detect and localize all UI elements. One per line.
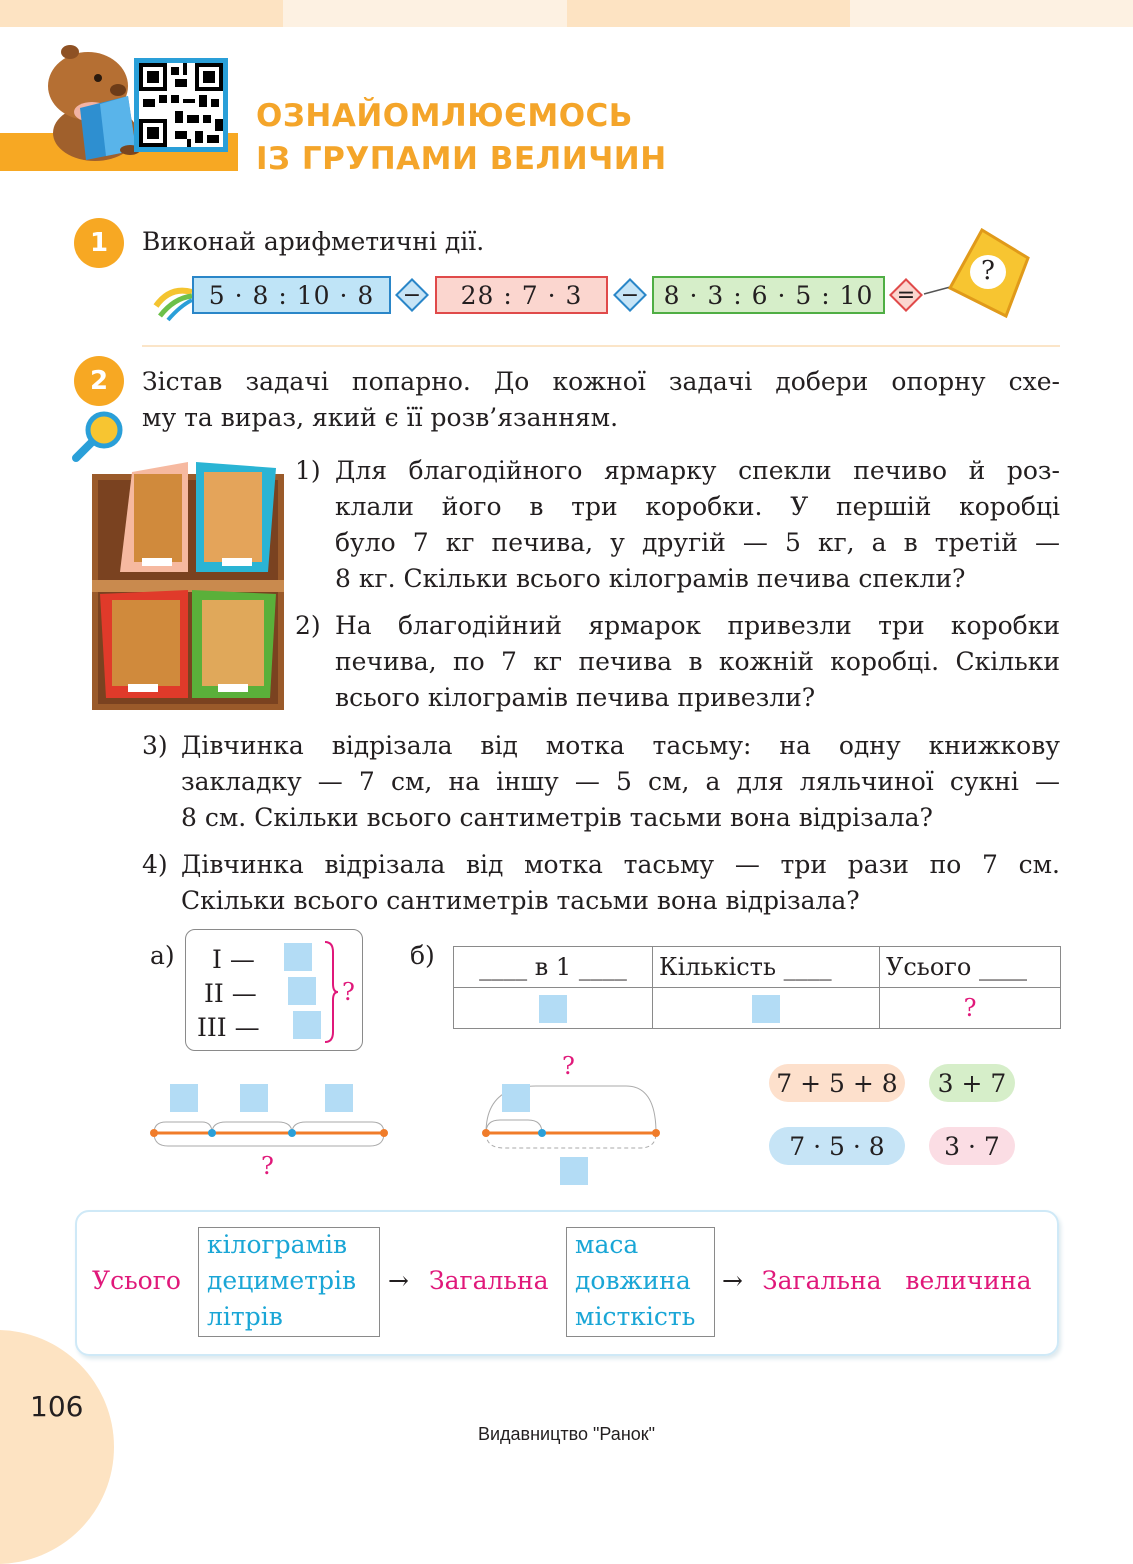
expression-pill-3[interactable]: 7 · 5 · 8 — [769, 1127, 905, 1165]
qr-code-icon — [139, 63, 223, 147]
rule-quantity-1: маса — [575, 1230, 639, 1259]
scheme-b-table — [453, 946, 1061, 1029]
rule-arrow-2: → — [722, 1266, 743, 1295]
page-corner-shape — [0, 1330, 114, 1564]
rule-unit-2: дециметрів — [207, 1266, 357, 1295]
page-number: 106 — [30, 1390, 84, 1423]
brace-icon — [323, 940, 339, 1044]
minus-sign-1: − — [402, 282, 422, 308]
rule-word-zahalna-1: Загальна — [429, 1266, 549, 1295]
scheme-b-col3: Усього ____ — [880, 947, 1061, 988]
rule-word-zahalna-velychyna: Загальна величина — [762, 1266, 1032, 1295]
problem-1-line1: Для благодійного ярмарку спекли печиво й роз- — [335, 456, 1060, 485]
rule-quantity-3: місткість — [575, 1302, 696, 1331]
scheme-b-cell1 — [454, 988, 653, 1029]
page-title-line2: ІЗ ГРУПАМИ ВЕЛИЧИН — [256, 141, 667, 177]
expression-box-2: 28 : 7 · 3 — [435, 276, 608, 314]
equals-sign: = — [896, 282, 916, 308]
page-title-line1: ОЗНАЙОМЛЮЄМОСЬ — [256, 98, 633, 134]
task2-instruction-line2: му та вираз, який є її розв’язанням. — [142, 403, 619, 432]
scheme-b-label: б) — [410, 941, 435, 970]
problem-3-line1: Дівчинка відрізала від мотка тасьму: на одну книжкову — [181, 731, 1060, 760]
kite-tail-icon — [150, 276, 194, 322]
scheme-a-row2: II — — [204, 979, 257, 1008]
segment1-blank-1 — [170, 1084, 198, 1112]
segment2-question: ? — [562, 1052, 575, 1080]
problem-4-line1: Дівчинка відрізала від мотка тасьму — три рази по 7 см. — [181, 850, 1060, 879]
minus-sign-2: − — [620, 282, 640, 308]
scheme-b-cell3: ? — [880, 988, 1061, 1029]
scheme-a-blank-1 — [284, 943, 312, 971]
section-divider — [142, 345, 1060, 347]
rule-arrow-1: → — [388, 1266, 409, 1295]
problem-1-line4: 8 кг. Скільки всього кілограмів печива спекли? — [335, 564, 966, 593]
task-number-2: 2 — [74, 356, 124, 406]
problem-2-number: 2) — [295, 611, 321, 640]
problem-1-line3: було 7 кг печива, у другій — 5 кг, а в третій — — [335, 528, 1060, 557]
problem-1-line2: клали його в три коробки. У першій коробці — [335, 492, 1060, 521]
segment1-blank-3 — [325, 1084, 353, 1112]
scheme-a-label: а) — [150, 941, 175, 970]
segment2-blank-bottom — [560, 1157, 588, 1185]
cookie-shelf-illustration — [92, 462, 284, 710]
qr-code[interactable] — [134, 58, 228, 152]
task2-instruction-line1: Зістав задачі попарно. До кожної задачі добери опорну схе- — [142, 367, 1060, 396]
magnifier-icon — [68, 408, 126, 466]
task1-instruction: Виконай арифметичні дії. — [142, 227, 485, 256]
scheme-a-row3: III — — [197, 1013, 260, 1042]
expression-pill-2[interactable]: 3 + 7 — [929, 1064, 1015, 1102]
problem-2-line1: На благодійний ярмарок привезли три коробки — [335, 611, 1060, 640]
problem-3-line3: 8 см. Скільки всього сантиметрів тасьми вона відрізала? — [181, 803, 933, 832]
rule-quantity-2: довжина — [575, 1266, 691, 1295]
expression-pill-4[interactable]: 3 · 7 — [929, 1127, 1015, 1165]
segment1-question: ? — [261, 1152, 274, 1180]
problem-2-line2: печива, по 7 кг печива в кожній коробці. Скільки — [335, 647, 1060, 676]
problem-3-number: 3) — [142, 731, 168, 760]
kite-result: ? — [981, 256, 995, 286]
expression-pill-1[interactable]: 7 + 5 + 8 — [769, 1064, 905, 1102]
problem-1-number: 1) — [295, 456, 321, 485]
publisher: Видавництво "Ранок" — [477, 1424, 656, 1444]
expression-box-1: 5 · 8 : 10 · 8 — [192, 276, 391, 314]
task-number-1: 1 — [74, 218, 124, 268]
segment2-blank-top — [502, 1084, 530, 1112]
rule-unit-3: літрів — [207, 1302, 283, 1331]
scheme-b-col2: Кількість ____ — [653, 947, 880, 988]
scheme-a-row1: I — — [212, 945, 255, 974]
problem-4-number: 4) — [142, 850, 168, 879]
scheme-a-question: ? — [342, 978, 355, 1006]
scheme-a-blank-2 — [288, 977, 316, 1005]
scheme-b-cell2 — [653, 988, 880, 1029]
problem-3-line2: закладку — 7 см, на іншу — 5 см, а для ляльчиної сукні — — [181, 767, 1060, 796]
rule-unit-1: кілограмів — [207, 1230, 348, 1259]
scheme-a-blank-3 — [293, 1011, 321, 1039]
top-color-bar — [0, 0, 1133, 27]
problem-2-line3: всього кілограмів печива привезли? — [335, 683, 816, 712]
expression-box-3: 8 · 3 : 6 · 5 : 10 — [652, 276, 885, 314]
rule-word-usoho: Усього — [92, 1266, 181, 1295]
scheme-b-col1: ____ в 1 ____ — [454, 947, 653, 988]
segment1-blank-2 — [240, 1084, 268, 1112]
problem-4-line2: Скільки всього сантиметрів тасьми вона відрізала? — [181, 886, 860, 915]
